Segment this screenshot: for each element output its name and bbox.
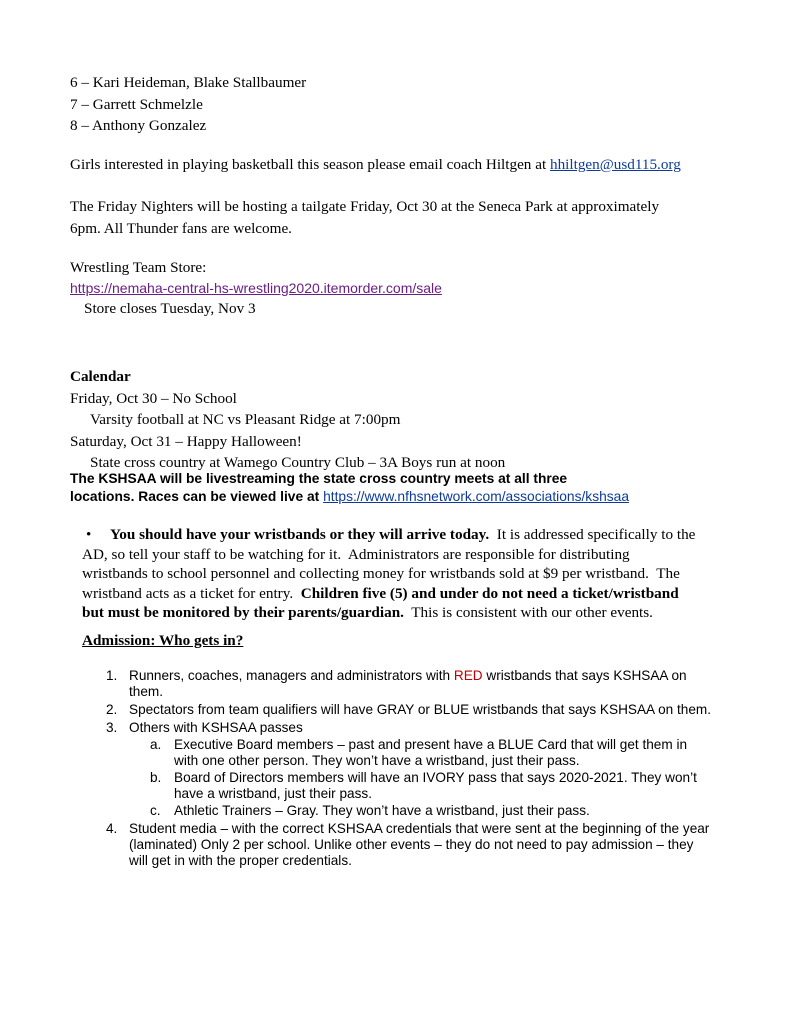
sub-list-letter: b. xyxy=(150,770,162,785)
sub-list-item xyxy=(129,770,712,802)
wristband-text-2: This is consistent with our other events. xyxy=(403,604,653,621)
store-heading: Wrestling Team Store: xyxy=(70,259,207,276)
list-item-text: Spectators from team qualifiers will have GRAY or BLUE wristbands that says KSHSAA on them. xyxy=(129,702,712,717)
result-line-7: 7 – Garrett Schmelzle xyxy=(70,95,203,113)
livestream-link[interactable]: https://www.nfhsnetwork.com/associations/kshsaa xyxy=(323,489,630,504)
calendar-day-2-event: State cross country at Wamego Country Club – 3A Boys run at noon xyxy=(90,454,506,471)
store-closes: Store closes Tuesday, Nov 3 xyxy=(84,300,256,317)
wristband-bold-1: You should have your wristbands or they will arrive today. xyxy=(110,526,490,543)
livestream-paragraph xyxy=(70,470,629,506)
result-line-6: 6 – Kari Heideman, Blake Stallbaumer xyxy=(70,74,307,91)
wristband-paragraph xyxy=(82,525,697,623)
sub-list-item xyxy=(129,803,712,819)
wristband-bold-2: Children five (5) and under do not need a ticket/wristband but must be monitored by their parents/guardian. xyxy=(82,584,679,621)
red-highlight: RED xyxy=(453,668,483,683)
list-item-text: Runners, coaches, managers and administrators with xyxy=(129,668,454,683)
result-line-8: 8 – Anthony Gonzalez xyxy=(70,117,207,134)
admission-heading: Admission: Who gets in? xyxy=(82,632,244,649)
tailgate-line-1: The Friday Nighters will be hosting a tailgate Friday, Oct 30 at the Seneca Park at approximately xyxy=(70,198,660,215)
list-item-text: Student media – with the correct KSHSAA credentials that were sent at the beginning of the year (laminated) Only 2 per school. Unlike other events – they do not need to pay admission – they will get in with the proper credentials. xyxy=(129,821,710,868)
sub-list-text: Executive Board members – past and present have a BLUE Card that will get them in with one other person. They won’t have a wristband, just their pass. xyxy=(174,737,688,768)
store-link-wrap xyxy=(70,280,442,296)
passes-sublist xyxy=(129,737,712,819)
basketball-paragraph xyxy=(70,154,681,176)
bullet-icon: • xyxy=(86,526,92,543)
calendar-day-2: Saturday, Oct 31 – Happy Halloween! xyxy=(70,432,302,450)
list-number: 4. xyxy=(106,821,118,836)
calendar-heading: Calendar xyxy=(70,368,131,385)
list-item xyxy=(82,821,712,869)
list-item-text: Others with KSHSAA passes xyxy=(129,720,303,735)
coach-email-link[interactable]: hhiltgen@usd115.org xyxy=(549,156,681,173)
list-item-text: wristbands that says KSHSAA on them. xyxy=(129,668,687,699)
wristband-text-1: It is addressed specifically to the AD, so tell your staff to be watching for it. Administrators are responsible for distributing wristbands to school personnel and collecting money for wristbands sold at $9 per wristband. The wristband acts as a ticket for entry. xyxy=(82,526,699,602)
sub-list-letter: a. xyxy=(150,737,162,752)
store-link[interactable]: https://nemaha-central-hs-wrestling2020.itemorder.com/sale xyxy=(70,280,442,296)
calendar-day-1: Friday, Oct 30 – No School xyxy=(70,389,237,407)
admission-list xyxy=(82,668,712,871)
sub-list-text: Board of Directors members will have an IVORY pass that says 2020-2021. They won’t have a wristband, just their pass. xyxy=(174,770,697,801)
list-item xyxy=(82,702,712,718)
tailgate-line-2: 6pm. All Thunder fans are welcome. xyxy=(70,219,292,237)
livestream-line-2: locations. Races can be viewed live at xyxy=(70,489,324,504)
list-number: 3. xyxy=(106,720,118,735)
sub-list-letter: c. xyxy=(150,803,161,818)
calendar-day-1-event: Varsity football at NC vs Pleasant Ridge at 7:00pm xyxy=(90,411,401,428)
calendar-section xyxy=(70,366,505,474)
list-item xyxy=(82,668,712,700)
livestream-line-1: The KSHSAA will be livestreaming the state cross country meets at all three xyxy=(70,471,568,486)
list-number: 1. xyxy=(106,668,118,683)
sub-list-item xyxy=(129,737,712,769)
results-list xyxy=(70,72,306,137)
list-number: 2. xyxy=(106,702,118,717)
tailgate-paragraph xyxy=(70,196,659,239)
list-item xyxy=(82,720,712,819)
sub-list-text: Athletic Trainers – Gray. They won’t have a wristband, just their pass. xyxy=(174,803,590,818)
basketball-text: Girls interested in playing basketball this season please email coach Hiltgen at xyxy=(70,156,550,173)
